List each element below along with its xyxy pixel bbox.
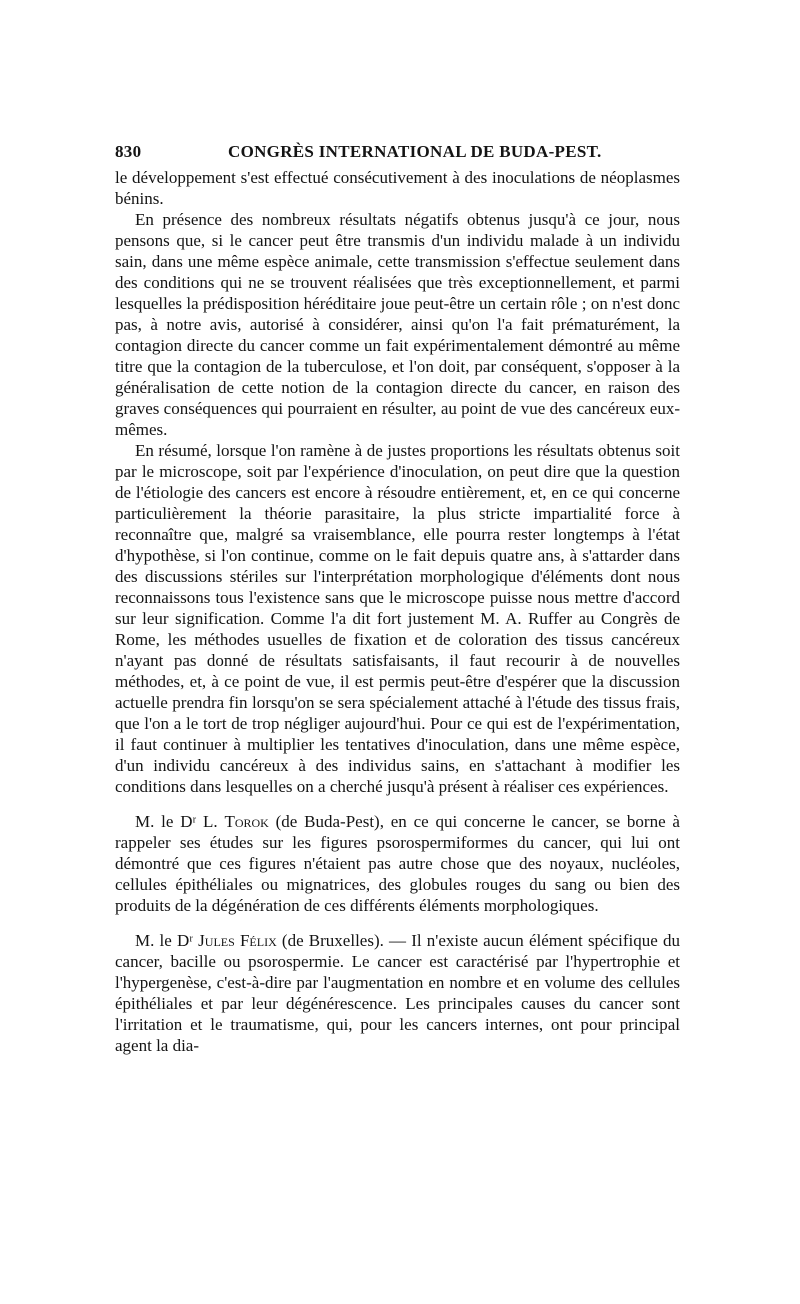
book-page — [115, 139, 680, 1056]
running-title: CONGRÈS INTERNATIONAL DE BUDA-PEST. — [228, 142, 602, 161]
speaker-name: Jules Félix — [198, 931, 277, 950]
running-header — [115, 139, 680, 167]
speaker-prefix: M. le Dʳ — [135, 931, 199, 950]
paragraph-felix — [115, 930, 680, 1056]
paragraph-continuation: le développement s'est effectué consécutivement à des inoculations de néoplasmes bénins. — [115, 168, 680, 208]
paragraph-summary: En résumé, lorsque l'on ramène à de justes proportions les résultats obtenus soit par le microscope, soit par l'expérience d'inoculation, on peut dire que la question de l'étiologie des cancers est encore à résoudre entièrement, et, en ce qui concerne particulièrement la théorie parasitaire, la plus stricte impartialité force à reconnaître que, malgré sa vraisemblance, elle pourra rester longtemps à l'état d'hypothèse, si l'on continue, comme on le fait depuis quatre ans, à s'attarder dans des discussions stériles sur l'interprétation morphologique d'éléments dont nous reconnaissons tous l'existence sans que le microscope puisse nous mettre d'accord sur leur signification. Comme l'a dit fort justement M. A. Ruffer au Congrès de Rome, les méthodes usuelles de fixation et de coloration des tissus cancéreux n'ayant pas donné de résultats satisfaisants, il faut recourir à de nouvelles méthodes, et, à ce point de vue, il est permis peut-être d'espérer que la discussion actuelle prendra fin lorsqu'on se sera spécialement attaché à l'étude des tissus frais, que l'on a le tort de trop négliger aujourd'hui. Pour ce qui est de l'expérimentation, il faut continuer à multiplier les tentatives d'inoculation, dans une même espèce, d'un individu cancéreux à des individus sains, en s'attachant à modifier les conditions dans lesquelles on a cherché jusqu'à présent à réaliser ces expériences. — [115, 441, 680, 796]
paragraph-text: (de Buda-Pest), en ce qui concerne le cancer, se borne à rappeler ses études sur les figures psorospermiformes du cancer, qui lui ont démontré que ces figures n'étaient pas autre chose que des noyaux, nucléoles, cellules épithéliales ou mignatrices, des globules rouges du sang ou bien des produits de la dégénération de ces différents éléments morphologiques. — [115, 812, 680, 915]
page-number: 830 — [115, 142, 142, 161]
body-text — [115, 167, 680, 1056]
paragraph-text: (de Bruxelles). — Il n'existe aucun élément spécifique du cancer, bacille ou psorospermie. Le cancer est caractérisé par l'hypertrophie et l'hypergenèse, c'est-à-dire par l'augmentation en nombre et en volume des cellules épithéliales et par leur dégénérescence. Les principales causes du cancer sont l'irritation et le traumatisme, qui, pour les cancers internes, ont pour principal agent la dia- — [115, 931, 680, 1055]
paragraph-contagion: En présence des nombreux résultats négatifs obtenus jusqu'à ce jour, nous pensons que, si le cancer peut être transmis d'un individu malade à un individu sain, dans une même espèce animale, cette transmission s'effectue seulement dans des conditions qui ne se trouvent réalisées que très exceptionnellement, et parmi lesquelles la prédisposition héréditaire joue peut-être un certain rôle ; on n'est donc pas, à notre avis, autorisé à considérer, ainsi qu'on l'a fait prématurément, la contagion directe du cancer comme un fait expérimentalement démontré au même titre que la contagion de la tuberculose, et l'on doit, par conséquent, s'opposer à la généralisation de cette notion de la contagion directe du cancer, en raison des graves conséquences qui pourraient en résulter, au point de vue des cancéreux eux-mêmes. — [115, 210, 680, 439]
speaker-name: Torok — [224, 812, 269, 831]
paragraph-torok — [115, 811, 680, 916]
speaker-prefix: M. le Dʳ L. — [135, 812, 225, 831]
